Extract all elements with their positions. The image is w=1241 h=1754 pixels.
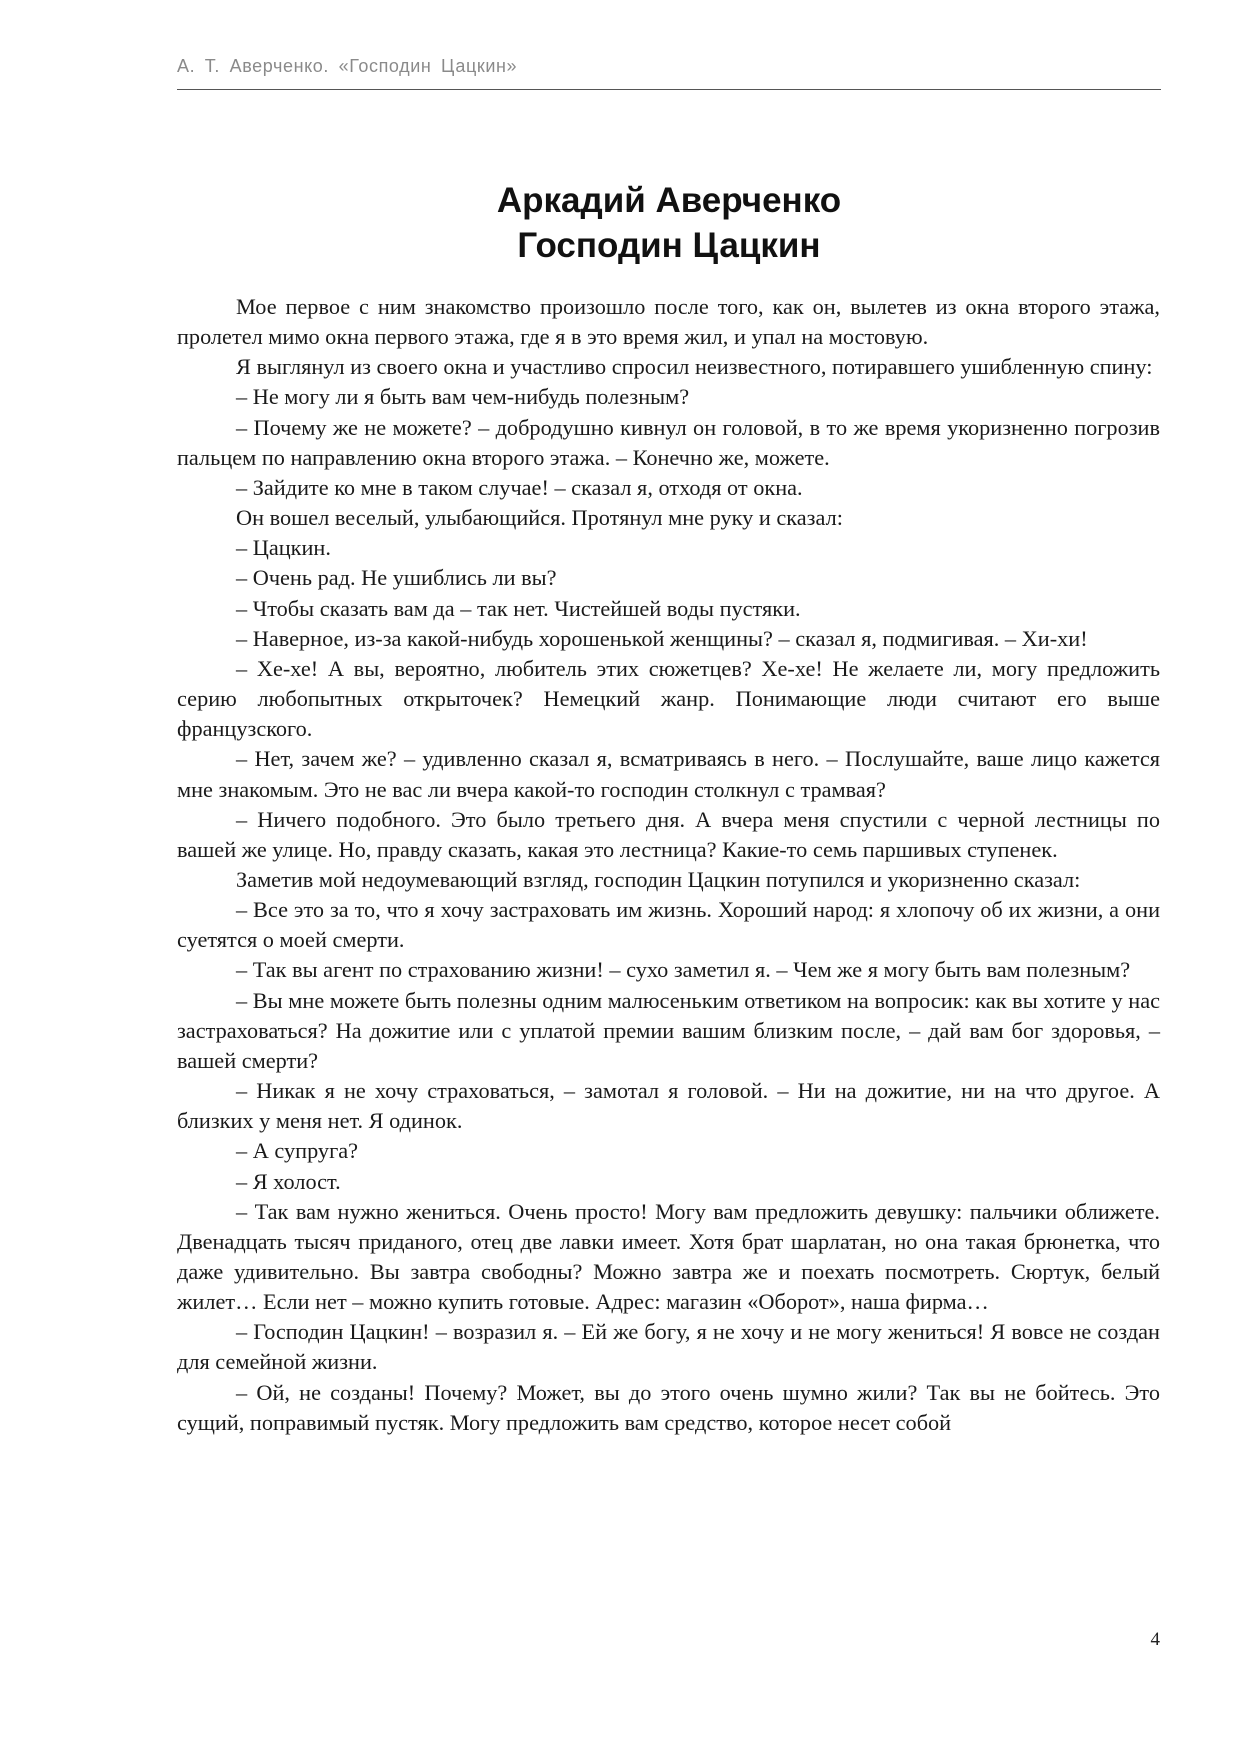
text-body xyxy=(177,292,1160,1438)
paragraph: – Почему же не можете? – добродушно кивнул он головой, в то же время укоризненно погрозив пальцем по направлению окна второго этажа. – Конечно же, можете. xyxy=(177,414,1160,470)
paragraph: – Не могу ли я быть вам чем-нибудь полезным? xyxy=(236,384,690,410)
paragraph: – Очень рад. Не ушиблись ли вы? xyxy=(236,565,557,591)
paragraph: – Хе-хе! А вы, вероятно, любитель этих сюжетцев? Хе-хе! Не желаете ли, могу предложить серию любопытных открыточек? Немецкий жанр. Понимающие люди считают его выше французского. xyxy=(177,655,1160,742)
paragraph: – Никак я не хочу страховаться, – замотал я головой. – Ни на дожитие, ни на что другое. А близких у меня нет. Я одинок. xyxy=(177,1078,1160,1134)
paragraph: – Чтобы сказать вам да – так нет. Чистейшей воды пустяки. xyxy=(236,595,801,621)
paragraph: – Так вы агент по страхованию жизни! – сухо заметил я. – Чем же я могу быть вам полезным? xyxy=(236,957,1131,983)
header-divider xyxy=(177,89,1161,90)
paragraph: Я выглянул из своего окна и участливо спросил неизвестного, потиравшего ушибленную спину: xyxy=(236,354,1153,380)
author-name: Аркадий Аверченко xyxy=(496,181,842,220)
paragraph: – А супруга? xyxy=(236,1138,359,1164)
work-title: Господин Цацкин xyxy=(517,226,821,265)
paragraph: Он вошел веселый, улыбающийся. Протянул мне руку и сказал: xyxy=(236,505,843,531)
paragraph: – Я холост. xyxy=(236,1168,341,1194)
paragraph: – Ничего подобного. Это было третьего дня. А вчера меня спустили с черной лестницы по вашей же улице. Но, правду сказать, какая это лестница? Какие-то семь паршивых ступенек. xyxy=(177,806,1160,862)
page-number: 4 xyxy=(1150,1629,1160,1650)
paragraph: – Нет, зачем же? – удивленно сказал я, всматриваясь в него. – Послушайте, ваше лицо кажется мне знакомым. Это не вас ли вчера какой-то господин столкнул с трамвая? xyxy=(177,746,1160,802)
paragraph: – Зайдите ко мне в таком случае! – сказал я, отходя от окна. xyxy=(236,474,803,500)
paragraph: – Господин Цацкин! – возразил я. – Ей же богу, я не хочу и не могу жениться! Я вовсе не создан для семейной жизни. xyxy=(177,1319,1160,1375)
paragraph: – Наверное, из-за какой-нибудь хорошенькой женщины? – сказал я, подмигивая. – Хи-хи! xyxy=(236,625,1088,651)
paragraph: – Ой, не созданы! Почему? Может, вы до этого очень шумно жили? Так вы не бойтесь. Это сущий, поправимый пустяк. Могу предложить вам средство, которое несет собой xyxy=(177,1379,1160,1435)
paragraph: – Все это за то, что я хочу застраховать им жизнь. Хороший народ: я хлопочу об их жизни, а они суетятся о моей смерти. xyxy=(177,897,1160,953)
title-block xyxy=(177,178,1161,268)
paragraph: Мое первое с ним знакомство произошло после того, как он, вылетев из окна второго этажа, пролетел мимо окна первого этажа, где я в это время жил, и упал на мостовую. xyxy=(177,294,1160,350)
running-header: А. Т. Аверченко. «Господин Цацкин» xyxy=(177,56,518,76)
paragraph: Заметив мой недоумевающий взгляд, господин Цацкин потупился и укоризненно сказал: xyxy=(236,866,1081,892)
paragraph: – Вы мне можете быть полезны одним малюсеньким ответиком на вопросик: как вы хотите у нас застраховаться? На дожитие или с уплатой премии вашим близким после, – дай вам бог здоровья, – вашей смерти? xyxy=(177,987,1160,1073)
paragraph: – Цацкин. xyxy=(236,535,331,561)
paragraph: – Так вам нужно жениться. Очень просто! Могу вам предложить девушку: пальчики оближете. Двенадцать тысяч приданого, отец две лавки имеет. Хотя брат шарлатан, но она такая брюнетка, что даже удивительно. Вы завтра свободны? Можно завтра же и поехать посмотреть. Сюртук, белый жилет… Если нет – можно купить готовые. Адрес: магазин «Оборот», наша фирма… xyxy=(177,1198,1160,1315)
